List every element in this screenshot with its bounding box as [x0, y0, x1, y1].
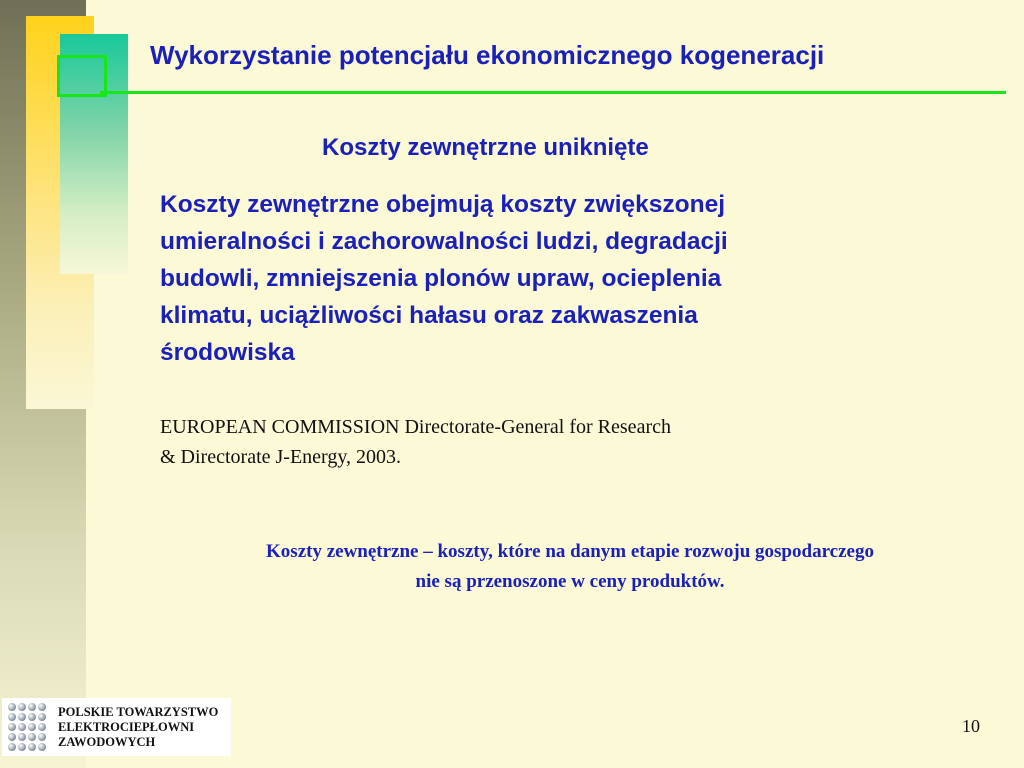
- definition-note: [130, 537, 1010, 597]
- slide-title: Wykorzystanie potencjału ekonomicznego kogeneracji: [150, 40, 825, 70]
- logo-line: ELEKTROCIEPŁOWNI: [58, 720, 195, 734]
- logo-line: POLSKIE TOWARZYSTWO: [58, 705, 219, 719]
- page-number: 10: [962, 716, 980, 736]
- logo-dots-icon: [6, 702, 54, 752]
- source-citation: [160, 412, 860, 472]
- definition-line: nie są przenoszone w ceny produktów.: [415, 571, 725, 592]
- body-line: umieralności i zachorowalności ludzi, degradacji: [160, 228, 728, 255]
- logo-text: [58, 705, 218, 750]
- body-line: budowli, zmniejszenia plonów upraw, ocieplenia: [160, 265, 722, 292]
- definition-line: Koszty zewnętrzne – koszty, które na danym etapie rozwoju gospodarczego: [266, 541, 874, 562]
- body-line: Koszty zewnętrzne obejmują koszty zwiększonej: [160, 191, 726, 218]
- body-paragraph: [160, 186, 940, 371]
- logo-line: ZAWODOWYCH: [58, 735, 156, 749]
- organization-logo: [2, 698, 231, 756]
- body-line: środowiska: [160, 339, 295, 366]
- slide-subtitle: Koszty zewnętrzne uniknięte: [322, 134, 649, 161]
- citation-line: EUROPEAN COMMISSION Directorate-General for Research: [160, 416, 671, 438]
- citation-line: & Directorate J-Energy, 2003.: [160, 446, 402, 468]
- title-underline: [100, 91, 1006, 94]
- body-line: klimatu, uciążliwości hałasu oraz zakwaszenia: [160, 302, 698, 329]
